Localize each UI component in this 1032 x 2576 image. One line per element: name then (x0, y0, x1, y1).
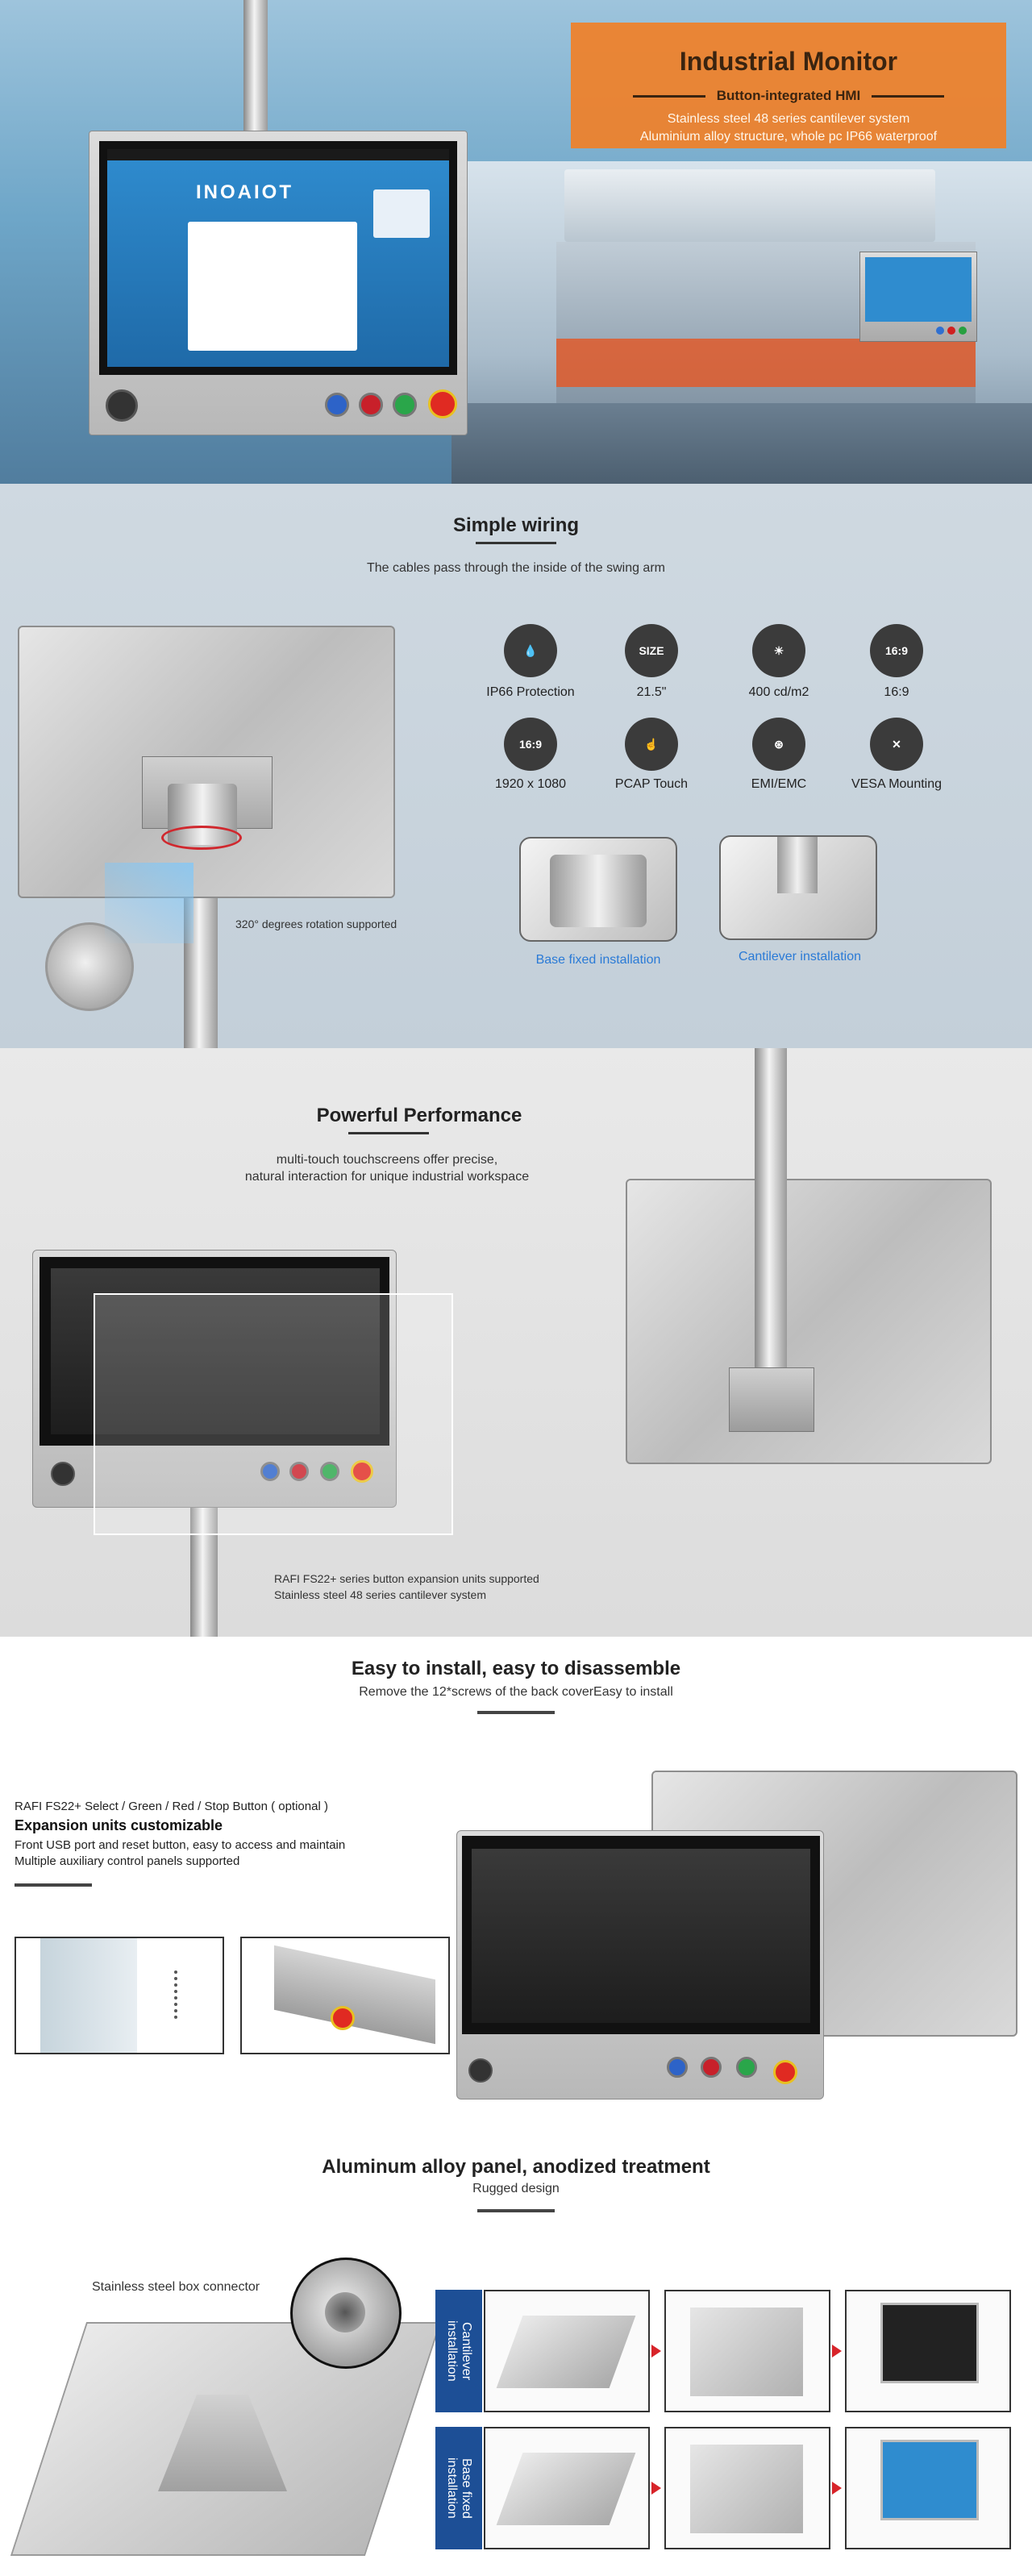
cantilever-install-thumb (719, 835, 877, 940)
cantilever-step-2-image (690, 2308, 803, 2396)
spec-label: IP66 Protection (486, 685, 575, 699)
hero-line2: Aluminium alloy structure, whole pc IP66 waterproof (639, 130, 938, 144)
alloy-zoom-circle (290, 2258, 402, 2369)
button-detail-box (240, 1937, 450, 2054)
resolution-icon: 16:9 (504, 718, 557, 771)
rotation-ring (161, 826, 242, 850)
install-stop-button (773, 2060, 797, 2084)
spec-label: PCAP Touch (614, 777, 689, 791)
perf-desc1: multi-touch touchscreens offer precise, (276, 1153, 498, 1167)
machine-top (564, 169, 935, 242)
zoom-beam (105, 863, 194, 943)
rotation-note: 320° degrees rotation supported (235, 918, 397, 930)
tools-icon: ✕ (870, 718, 923, 771)
install-front-monitor (456, 1830, 824, 2100)
machine-red-stripe (556, 339, 976, 387)
base-install-image (550, 855, 647, 927)
cantilever-step-1 (484, 2290, 650, 2412)
alloy-title: Aluminum alloy panel, anodized treatment (322, 2156, 710, 2178)
hero-pole (243, 0, 268, 139)
arrow-icon (832, 2482, 842, 2495)
spec-label: 1920 x 1080 (494, 777, 567, 791)
small-monitor (859, 252, 977, 342)
cantilever-step-2 (664, 2290, 830, 2412)
install-usb-port (468, 2058, 493, 2083)
expansion-title: Expansion units customizable (15, 1817, 223, 1833)
brightness-icon: ☀ (752, 624, 805, 677)
wiring-title: Simple wiring (452, 514, 580, 536)
subtitle-bar-left (633, 95, 705, 98)
alloy-subtitle: Rugged design (472, 2182, 560, 2195)
button-detail-image (274, 1946, 435, 2045)
base-install-thumb (519, 837, 677, 942)
install-red-button (701, 2057, 722, 2078)
water-drop-icon: 💧 (504, 624, 557, 677)
cantilever-install-caption: Cantilever installation (738, 950, 862, 963)
hero-screen (107, 149, 449, 367)
install-underline (477, 1711, 555, 1714)
screw-icons (174, 1970, 198, 2019)
spec-label: 16:9 (884, 685, 909, 699)
screen-logo: INOAIOT (196, 181, 293, 203)
small-blue-button (936, 327, 944, 335)
expansion-line1: Front USB port and reset button, easy to access and maintain (15, 1838, 346, 1852)
emi-icon: ⊛ (752, 718, 805, 771)
blue-button (325, 393, 349, 417)
aspect-ratio-icon: 16:9 (870, 624, 923, 677)
perf-usb-port (51, 1462, 75, 1486)
arrow-icon (651, 2482, 661, 2495)
hero-subtitle-row (571, 88, 1006, 104)
wiring-title-underline (476, 542, 556, 544)
red-button (359, 393, 383, 417)
performance-section (0, 1048, 1032, 1637)
emergency-stop-button (428, 389, 457, 418)
perf-mount-block (729, 1367, 814, 1432)
arrow-icon (832, 2345, 842, 2358)
install-green-button (736, 2057, 757, 2078)
hero-line1: Stainless steel 48 series cantilever system (667, 112, 910, 126)
install-buttons-line: RAFI FS22+ Select / Green / Red / Stop Button ( optional ) (15, 1800, 328, 1813)
base-step-3 (845, 2427, 1011, 2549)
screw-detail-box (15, 1937, 224, 2054)
cantilever-install-image (777, 837, 818, 893)
install-title: Easy to install, easy to disassemble (351, 1658, 681, 1679)
connector-label: Stainless steel box connector (92, 2280, 260, 2294)
base-step-2-image (690, 2445, 803, 2533)
browser-bar (107, 149, 449, 160)
subtitle-bar-right (872, 95, 944, 98)
green-button (393, 393, 417, 417)
expansion-line2: Multiple auxiliary control panels supported (15, 1854, 240, 1868)
spec-label: VESA Mounting (851, 777, 943, 791)
install-screen (472, 1849, 810, 2023)
hero-monitor (89, 131, 468, 435)
cantilever-step-3 (845, 2290, 1011, 2412)
arrow-icon (651, 2345, 661, 2358)
touch-icon: ☝ (625, 718, 678, 771)
install-subtitle: Remove the 12*screws of the back coverEasy to install (359, 1685, 673, 1699)
install-section (0, 1637, 1032, 2129)
alloy-section (0, 2129, 1032, 2576)
screen-side-card (373, 189, 430, 238)
cantilever-step-3-image (880, 2303, 979, 2383)
perf-desc2: natural interaction for unique industrial workspace (244, 1170, 530, 1184)
small-red-button (947, 327, 955, 335)
base-step-1 (484, 2427, 650, 2549)
base-step-1-image (497, 2453, 636, 2525)
wiring-subtitle: The cables pass through the inside of the swing arm (367, 561, 665, 575)
perf-title: Powerful Performance (316, 1105, 522, 1126)
perf-right-pole-front (755, 1080, 787, 1403)
base-install-caption: Base fixed installation (535, 953, 661, 967)
size-icon: SIZE (625, 624, 678, 677)
button-detail-stop (331, 2006, 355, 2030)
alloy-underline (477, 2209, 555, 2212)
usb-port (106, 389, 138, 422)
spec-label: 21.5" (636, 685, 667, 699)
glass-overlay (94, 1293, 453, 1535)
perf-title-underline (348, 1132, 429, 1134)
base-step-2 (664, 2427, 830, 2549)
install-blue-button (667, 2057, 688, 2078)
hero-section (0, 0, 1032, 484)
factory-floor (452, 403, 1032, 484)
alloy-zoom-hole (325, 2292, 365, 2333)
hero-title-card (571, 23, 1006, 148)
expansion-underline (15, 1883, 92, 1887)
spec-label: 400 cd/m2 (748, 685, 809, 699)
screw-detail-image (40, 1938, 137, 2054)
spec-label: EMI/EMC (751, 777, 807, 791)
hero-title: Industrial Monitor (679, 47, 898, 76)
tab-base: Base fixed installation (435, 2427, 482, 2549)
cantilever-step-1-image (497, 2316, 636, 2388)
small-monitor-screen (865, 257, 972, 322)
wiring-section (0, 484, 1032, 1048)
hero-subtitle: Button-integrated HMI (716, 88, 861, 103)
screen-card (188, 222, 357, 351)
perf-note2: Stainless steel 48 series cantilever system (274, 1588, 486, 1601)
small-green-button (959, 327, 967, 335)
tab-cantilever: Cantilever installation (435, 2290, 482, 2412)
perf-note1: RAFI FS22+ series button expansion units supported (274, 1572, 539, 1585)
base-step-3-image (880, 2440, 979, 2520)
